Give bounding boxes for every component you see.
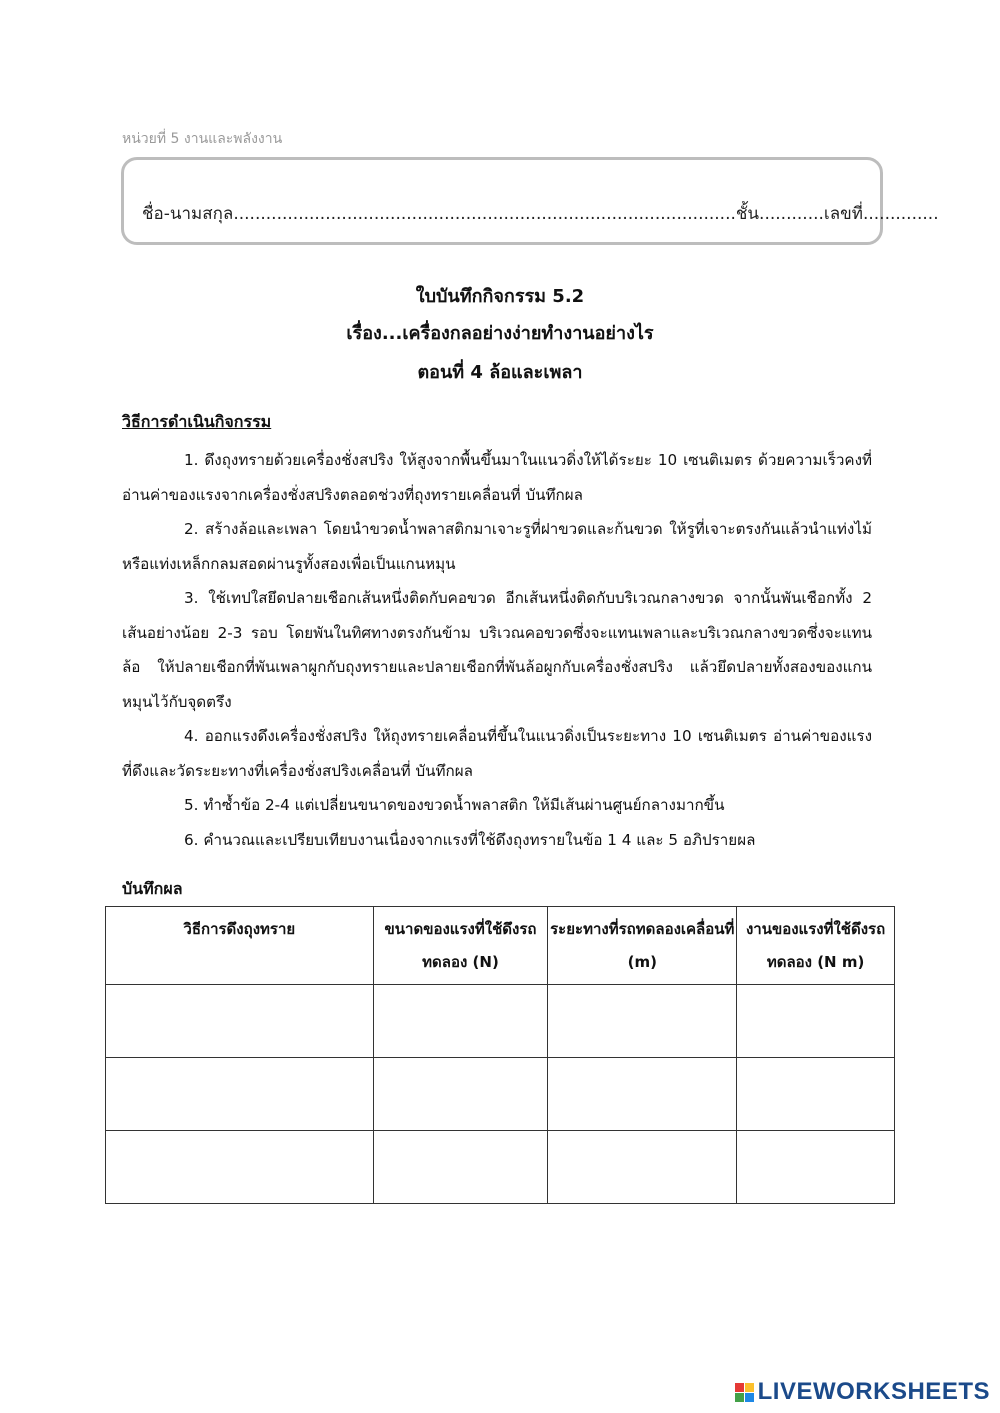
- student-name-line[interactable]: ชื่อ-นามสกุล.............................................................................................ชั้น............เลขที่..............: [142, 204, 939, 224]
- procedure-heading: วิธีการดำเนินกิจกรรม: [122, 412, 272, 431]
- column-header-distance: ระยะทางที่รถทดลองเคลื่อนที่ (m): [548, 907, 737, 985]
- procedure-step: 3. ใช้เทปใสยึดปลายเชือกเส้นหนึ่งติดกับคอขวด อีกเส้นหนึ่งติดกับบริเวณกลางขวด จากนั้นพันเชือกทั้ง 2 เส้นอย่างน้อย 2-3 รอบ โดยพันในทิศทางตรงกันข้าม บริเวณคอขวดซึ่งจะแทนเพลาและบริเวณกลางขวดซึ่งจะแทนล้อ ให้ปลายเชือกที่พันเพลาผูกกับถุงทรายและปลายเชือกที่พันล้อผูกกับเครื่องชั่งสปริง แล้วยึดปลายทั้งสองของแกนหมุนไว้กับจุดตรึง: [122, 589, 872, 711]
- logo-mark-icon: [735, 1383, 754, 1402]
- column-header-force: ขนาดของแรงที่ใช้ดึงรถทดลอง (N): [373, 907, 548, 985]
- table-header-row: [106, 907, 895, 985]
- table-cell[interactable]: [373, 1058, 548, 1131]
- procedure-steps: [122, 443, 872, 857]
- logo-text: LIVEWORKSHEETS: [757, 1378, 990, 1405]
- table-cell[interactable]: [548, 1058, 737, 1131]
- table-cell[interactable]: [737, 985, 895, 1058]
- activity-part: ตอนที่ 4 ล้อและเพลา: [417, 362, 583, 383]
- activity-subject: เรื่อง...เครื่องกลอย่างง่ายทำงานอย่างไร: [346, 323, 654, 344]
- table-cell[interactable]: [373, 1131, 548, 1204]
- table-row: [106, 985, 895, 1058]
- column-header-work: งานของแรงที่ใช้ดึงรถทดลอง (N m): [737, 907, 895, 985]
- procedure-step: 4. ออกแรงดึงเครื่องชั่งสปริง ให้ถุงทรายเคลื่อนที่ขึ้นในแนวดิ่งเป็นระยะทาง 10 เซนติเมตร อ่านค่าของแรงที่ดึงและวัดระยะทางที่เครื่องชั่งสปริงเคลื่อนที่ บันทึกผล: [122, 727, 872, 780]
- procedure-step: 2. สร้างล้อและเพลา โดยนำขวดน้ำพลาสติกมาเจาะรูที่ฝาขวดและก้นขวด ให้รูที่เจาะตรงกันแล้วนำแท่งไม้หรือแท่งเหล็กกลมสอดผ่านรูทั้งสองเพื่อเป็นแกนหมุน: [122, 520, 872, 573]
- procedure-step: 5. ทำซ้ำข้อ 2-4 แต่เปลี่ยนขนาดของขวดน้ำพลาสติก ให้มีเส้นผ่านศูนย์กลางมากขึ้น: [184, 796, 725, 814]
- procedure-step: 1. ดึงถุงทรายด้วยเครื่องชั่งสปริง ให้สูงจากพื้นขึ้นมาในแนวดิ่งให้ได้ระยะ 10 เซนติเมตร ด้วยความเร็วคงที่ อ่านค่าของแรงจากเครื่องชั่งสปริงตลอดช่วงที่ถุงทรายเคลื่อนที่ บันทึกผล: [122, 451, 872, 504]
- table-row: [106, 1058, 895, 1131]
- unit-header: หน่วยที่ 5 งานและพลังงาน: [122, 131, 283, 147]
- column-header-method: วิธีการดึงถุงทราย: [106, 907, 374, 985]
- table-cell[interactable]: [373, 985, 548, 1058]
- table-cell[interactable]: [737, 1058, 895, 1131]
- table-row: [106, 1131, 895, 1204]
- table-cell[interactable]: [106, 1058, 374, 1131]
- procedure-step: 6. คำนวณและเปรียบเทียบงานเนื่องจากแรงที่ใช้ดึงถุงทรายในข้อ 1 4 และ 5 อภิปรายผล: [184, 830, 756, 849]
- table-cell[interactable]: [548, 1131, 737, 1204]
- activity-title: ใบบันทึกกิจกรรม 5.2: [415, 286, 585, 307]
- table-cell[interactable]: [737, 1131, 895, 1204]
- table-cell[interactable]: [548, 985, 737, 1058]
- results-table: [105, 906, 895, 1204]
- table-cell[interactable]: [106, 1131, 374, 1204]
- table-cell[interactable]: [106, 985, 374, 1058]
- results-heading: บันทึกผล: [122, 879, 183, 898]
- liveworksheets-logo: [735, 1378, 990, 1406]
- student-info-box: [121, 157, 939, 245]
